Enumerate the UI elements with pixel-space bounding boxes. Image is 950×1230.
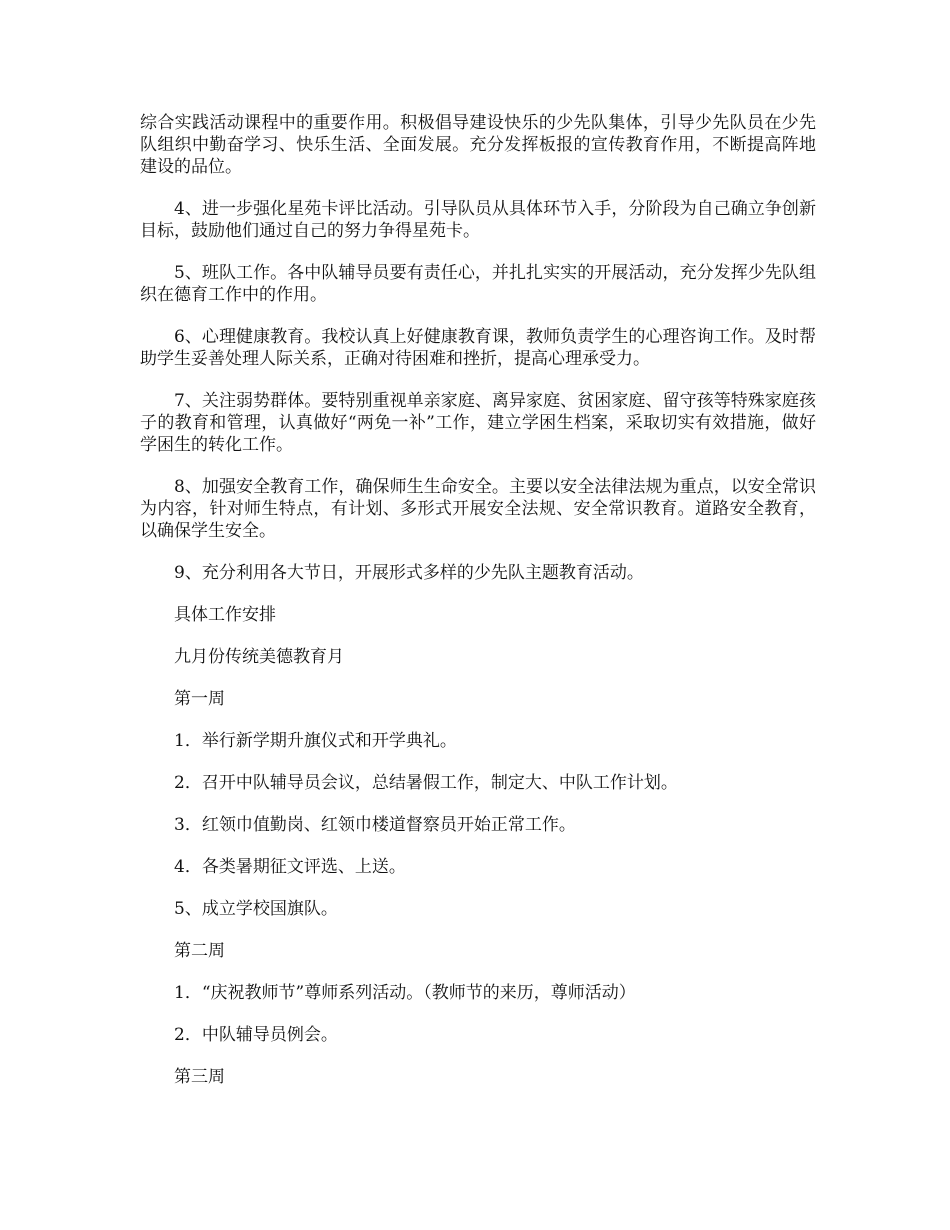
week2-item-2: 2．中队辅导员例会。	[174, 1025, 338, 1045]
week-heading-3: 第三周	[174, 1067, 225, 1087]
week1-item-2: 2．召开中队辅导员会议，总结暑假工作，制定大、中队工作计划。	[174, 773, 678, 793]
paragraph-item-5: 5、班队工作。各中队辅导员要有责任心，并扎扎实实的开展活动，充分发挥少先队组织在德育工作中的作用。	[140, 263, 816, 305]
week1-item-5: 5、成立学校国旗队。	[174, 899, 338, 919]
week-heading-1: 第一周	[174, 689, 225, 709]
paragraph-intro-continued: 综合实践活动课程中的重要作用。积极倡导建设快乐的少先队集体，引导少先队员在少先队组织中勤奋学习、快乐生活、全面发展。充分发挥板报的宣传教育作用，不断提高阵地建设的品位。	[140, 113, 816, 177]
document-page	[140, 112, 816, 1108]
paragraph-item-4: 4、进一步强化星苑卡评比活动。引导队员从具体环节入手，分阶段为自己确立争创新目标，鼓励他们通过自己的努力争得星苑卡。	[140, 199, 816, 241]
paragraph-item-8: 8、加强安全教育工作，确保师生生命安全。主要以安全法律法规为重点，以安全常识为内容，针对师生特点，有计划、多形式开展安全法规、安全常识教育。道路安全教育，以确保学生安全。	[140, 477, 816, 541]
week2-item-1: 1．“庆祝教师节”尊师系列活动。（教师节的来历，尊师活动）	[174, 983, 636, 1003]
month-heading-september: 九月份传统美德教育月	[174, 647, 344, 667]
week1-item-3: 3．红领巾值勤岗、红领巾楼道督察员开始正常工作。	[174, 815, 576, 835]
paragraph-item-6: 6、心理健康教育。我校认真上好健康教育课，教师负责学生的心理咨询工作。及时帮助学生妥善处理人际关系，正确对待困难和挫折，提高心理承受力。	[140, 327, 816, 369]
paragraph-item-7: 7、关注弱势群体。要特别重视单亲家庭、离异家庭、贫困家庭、留守孩等特殊家庭孩子的教育和管理，认真做好“两免一补”工作，建立学困生档案，采取切实有效措施，做好学困生的转化工作。	[140, 391, 816, 455]
week1-item-4: 4．各类暑期征文评选、上送。	[174, 857, 406, 877]
week-heading-2: 第二周	[174, 941, 225, 961]
week1-item-1: 1．举行新学期升旗仪式和开学典礼。	[174, 731, 457, 751]
paragraph-item-9: 9、充分利用各大节日，开展形式多样的少先队主题教育活动。	[174, 563, 644, 583]
section-heading-schedule: 具体工作安排	[174, 605, 276, 625]
